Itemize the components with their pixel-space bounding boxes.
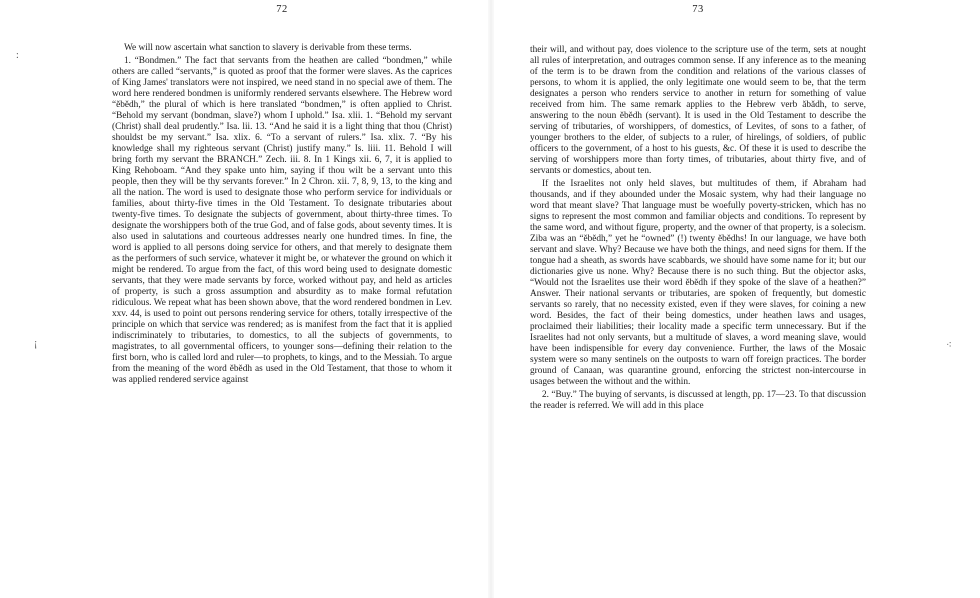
page-body [530,45,866,412]
page-body [112,43,452,386]
paragraph: We will now ascertain what sanction to slavery is derivable from these terms. [124,43,412,53]
right-page [530,0,866,598]
page-number: 72 [276,4,288,15]
margin-mark: ¡ [34,338,38,349]
margin-mark: ⁖ [946,340,952,351]
paragraph: If the Israelites not only held slaves, but multitudes of them, if Abraham had thousands, and if they abounded under the Mosaic system, why had their language no word that meant slave? That language must be woefully poverty-stricken, which has no signs to represent the most common and familiar objects and conditions. To represent by the same word, and without figure, property, and the owner of that property, is a solecism. Ziba was an “ĕbĕdh,” yet he “owned” (!) twenty ĕbĕdhs! In our language, we have both servant and slave. Why? Because we have both the things, and need signs for them. If the tongue had a sheath, as swords have scabbards, we should have some name for it; but our dictionaries give us none. Why? Because there is no such thing. But the objector asks, “Would not the Israelites use their word ĕbĕdh if they spoke of the slave of a heathen?” Answer. Their national servants or tributaries, are spoken of frequently, but domestic servants so rarely, that no necessity existed, even if they were slaves, for coining a new word. Besides, the fact of their being domestics, under heathen laws and usages, proclaimed their liabilities; their locality made a specific term unnecessary. But if the Israelites had not only servants, but a multitude of slaves, a word meaning slave, would have been indispensible for every day convenience. Further, the laws of the Mosaic system were so many sentinels on the outposts to warn off foreign practices. The border ground of Canaan, was quarantine ground, enforcing the strictest non-intercourse in usages between the without and the within. [530,179,866,387]
left-page [112,0,452,598]
margin-mark: : [16,50,19,61]
page-number: 73 [692,4,704,15]
book-gutter [488,0,494,598]
paragraph: 2. “Buy.” The buying of servants, is discussed at length, pp. 17—23. To that discussion the reader is referred. We will add in this place [530,390,866,411]
paragraph: their will, and without pay, does violence to the scripture use of the term, sets at nought all rules of interpretation, and outrages common sense. If any inference as to the meaning of the term is to be drawn from the condition and relations of the various classes of persons, to whom it is applied, the only legitimate one would seem to be, that the term designates a person who renders service to another in return for something of value received from him. The same remark applies to the Hebrew verb ăbădh, to serve, answering to the noun ĕbĕdh (servant). It is used in the Old Testament to describe the serving of tributaries, of worshippers, of domestics, of Levites, of sons to a father, of younger brothers to the elder, of subjects to a ruler, of hirelings, of soldiers, of public officers to the government, of a host to his guests, &c. Of these it is used to describe the serving of worshippers more than forty times, of tributaries, about thirty five, and of servants or domestics, about ten. [530,45,866,176]
paragraph: 1. “Bondmen.” The fact that servants from the heathen are called “bondmen,” while others are called “servants,” is quoted as proof that the former were slaves. As the caprices of King James' translators were not inspired, we need stand in no special awe of them. The word here rendered bondmen is uniformly rendered servants elsewhere. The Hebrew word “ĕbĕdh,” the plural of which is here translated “bondmen,” is often applied to Christ. “Behold my servant (bondman, slave?) whom I uphold.” Isa. xlii. 1. “Behold my servant (Christ) shall deal prudently.” Isa. lii. 13. “And he said it is a light thing that thou (Christ) shouldst be my servant.” Isa. xlix. 6. “To a servant of rulers.” Isa. xlix. 7. “By his knowledge shall my righteous servant (Christ) justify many.” Is. liii. 11. Behold I will bring forth my servant the BRANCH.” Zech. iii. 8. In 1 Kings xii. 6, 7, it is applied to King Rehoboam. “And they spake unto him, saying if thou wilt be a servant unto this people, then they will be thy servants forever.” In 2 Chron. xii. 7, 8, 9, 13, to the king and all the nation. The word is used to designate those who perform service for individuals or families, about thirty-five times in the Old Testament. To designate tributaries about twenty-five times. To designate the subjects of government, about thirty-three times. To designate the worshippers both of the true God, and of false gods, about seventy times. It is also used in salutations and courteous addresses nearly one hundred times. In fine, the word is applied to all persons doing service for others, and that merely to designate them as the performers of such service, whatever it might be, or whatever the ground on which it might be rendered. To argue from the fact, of this word being used to designate domestic servants, that they were made servants by force, worked without pay, and held as articles of property, is such a gross assumption and absurdity as to make formal refutation ridiculous. We repeat what has been shown above, that the word rendered bondmen in Lev. xxv. 44, is used to point out persons rendering service for others, totally irrespective of the principle on which that service was rendered; as is manifest from the fact that it is applied indiscriminately to tributaries, to domestics, to all the subjects of governments, to magistrates, to all governmental officers, to younger sons—defining their relation to the first born, who is called lord and ruler—to prophets, to kings, and to the Messiah. To argue from the meaning of the word ĕbĕdh as used in the Old Testament, that those to whom it was applied rendered service against [112,56,452,385]
